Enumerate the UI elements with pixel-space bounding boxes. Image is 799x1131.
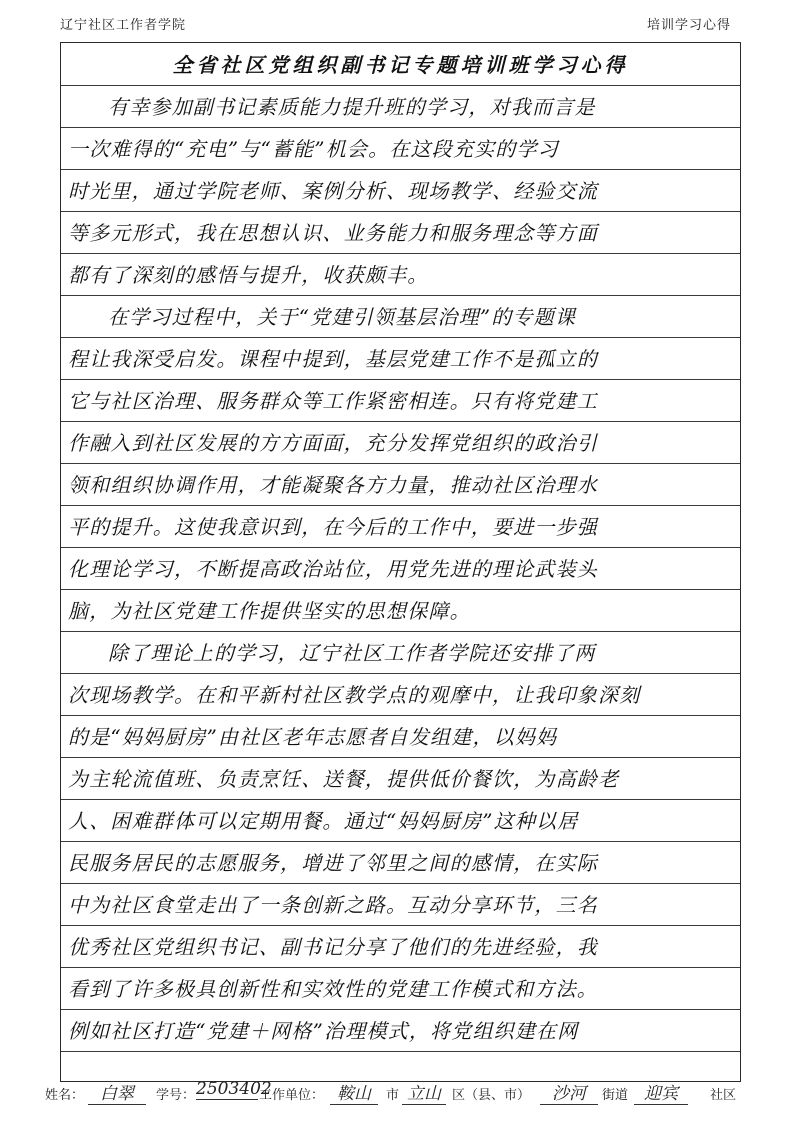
ruled-line bbox=[61, 127, 740, 128]
essay-line: 程让我深受启发。课程中提到，基层党建工作不是孤立的 bbox=[68, 347, 598, 371]
essay-line: 有幸参加副书记素质能力提升班的学习，对我而言是 bbox=[108, 95, 596, 119]
essay-line: 优秀社区党组织书记、副书记分享了他们的先进经验，我 bbox=[68, 935, 598, 959]
name-label: 姓名： bbox=[45, 1088, 85, 1103]
city-label: 市 bbox=[386, 1088, 400, 1103]
page-header bbox=[0, 0, 799, 40]
ruled-line bbox=[61, 673, 740, 674]
ruled-line bbox=[61, 337, 740, 338]
ruled-line bbox=[61, 463, 740, 464]
ruled-line bbox=[61, 421, 740, 422]
essay-line: 看到了许多极具创新性和实效性的党建工作模式和方法。 bbox=[68, 977, 598, 1001]
essay-line: 作融入到社区发展的方方面面，充分发挥党组织的政治引 bbox=[68, 431, 598, 455]
document-type-label: 培训学习心得 bbox=[646, 18, 731, 33]
work-unit-label: 工作单位： bbox=[259, 1088, 325, 1103]
ruled-line bbox=[61, 253, 740, 254]
essay-line: 中为社区食堂走出了一条创新之路。互动分享环节，三名 bbox=[68, 893, 598, 917]
essay-line: 化理论学习，不断提高政治站位，用党先进的理论武装头 bbox=[68, 557, 598, 581]
ruled-line bbox=[61, 631, 740, 632]
essay-line: 例如社区打造“党建＋网格”治理模式，将党组织建在网 bbox=[68, 1019, 579, 1043]
student-id-label: 学号： bbox=[156, 1088, 196, 1103]
ruled-line bbox=[61, 295, 740, 296]
ruled-line bbox=[61, 85, 740, 86]
essay-line: 它与社区治理、服务群众等工作紧密相连。只有将党建工 bbox=[68, 389, 598, 413]
ruled-line bbox=[61, 757, 740, 758]
city-value: 鞍山 bbox=[330, 1079, 378, 1105]
ruled-line bbox=[61, 379, 740, 380]
essay-line: 次现场教学。在和平新村社区教学点的观摩中，让我印象深刻 bbox=[68, 683, 641, 707]
district-value: 立山 bbox=[402, 1079, 446, 1105]
street-value: 沙河 bbox=[540, 1079, 598, 1105]
essay-line: 一次难得的“充电”与“蓄能”机会。在这段充实的学习 bbox=[68, 137, 559, 161]
community-label: 社区 bbox=[710, 1088, 737, 1103]
essay-line: 都有了深刻的感悟与提升，收获颇丰。 bbox=[68, 263, 429, 287]
essay-line: 在学习过程中，关于“党建引领基层治理”的专题课 bbox=[108, 305, 577, 329]
essay-line: 为主轮流值班、负责烹饪、送餐，提供低价餐饮，为高龄老 bbox=[68, 767, 620, 791]
community-value: 迎宾 bbox=[634, 1079, 688, 1105]
ruled-line bbox=[61, 589, 740, 590]
essay-line: 平的提升。这使我意识到，在今后的工作中，要进一步强 bbox=[68, 515, 598, 539]
essay-line: 时光里，通过学院老师、案例分析、现场教学、经验交流 bbox=[68, 179, 598, 203]
district-label: 区（县、市） bbox=[452, 1088, 531, 1103]
name-value: 白翠 bbox=[88, 1079, 146, 1105]
ruled-line bbox=[61, 715, 740, 716]
ruled-line bbox=[61, 211, 740, 212]
essay-title: 全省社区党组织副书记专题培训班学习心得 bbox=[172, 53, 629, 77]
ruled-line bbox=[61, 1009, 740, 1010]
essay-line: 领和组织协调作用，才能凝聚各方力量，推动社区治理水 bbox=[68, 473, 598, 497]
essay-line: 等多元形式，我在思想认识、业务能力和服务理念等方面 bbox=[68, 221, 598, 245]
essay-line: 人、困难群体可以定期用餐。通过“妈妈厨房”这种以居 bbox=[68, 809, 579, 833]
essay-line: 脑，为社区党建工作提供坚实的思想保障。 bbox=[68, 599, 471, 623]
ruled-line bbox=[61, 169, 740, 170]
ruled-line bbox=[61, 799, 740, 800]
ruled-line bbox=[61, 967, 740, 968]
page-footer bbox=[0, 1078, 799, 1108]
ruled-line bbox=[61, 505, 740, 506]
street-label: 街道 bbox=[602, 1088, 629, 1103]
institution-name: 辽宁社区工作者学院 bbox=[60, 18, 187, 33]
essay-line: 除了理论上的学习，辽宁社区工作者学院还安排了两 bbox=[108, 641, 596, 665]
student-id-value: 2503402 bbox=[196, 1079, 272, 1099]
essay-line: 的是“妈妈厨房”由社区老年志愿者自发组建，以妈妈 bbox=[68, 725, 558, 749]
ruled-line bbox=[61, 1051, 740, 1052]
ruled-line bbox=[61, 925, 740, 926]
essay-line: 民服务居民的志愿服务，增进了邻里之间的感情，在实际 bbox=[68, 851, 598, 875]
ruled-line bbox=[61, 547, 740, 548]
ruled-line bbox=[61, 883, 740, 884]
ruled-line bbox=[61, 841, 740, 842]
